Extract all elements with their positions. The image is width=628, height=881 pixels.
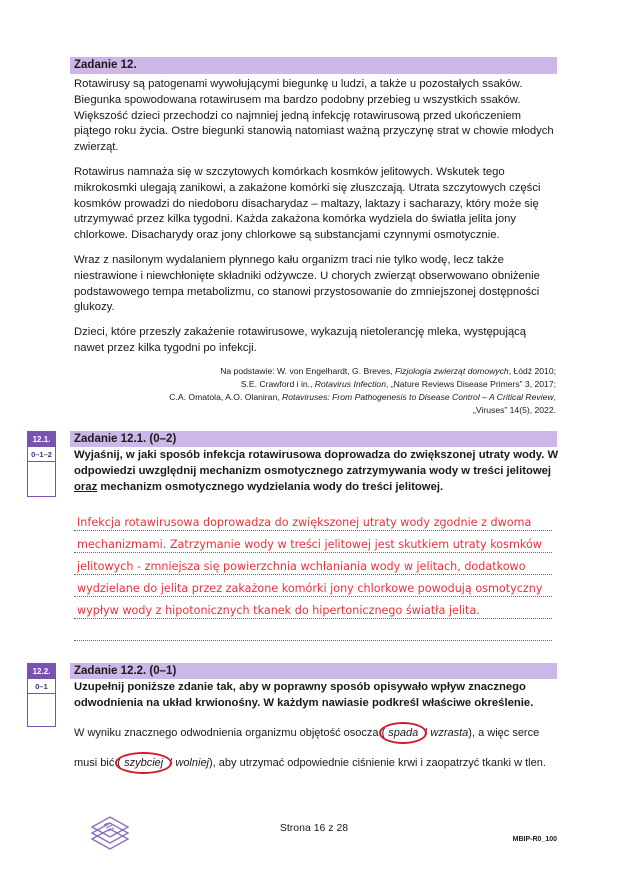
source-citation — [86, 365, 556, 417]
task-number-badge: 12.2. — [28, 664, 55, 679]
answer-line — [74, 619, 552, 641]
source-line: „Viruses” 14(5), 2022. — [473, 405, 556, 415]
handwritten-answer[interactable]: Infekcja rotawirusowa doprowadza do zwiększonej utraty wody zgodnie z dwoma mechanizmami. Zatrzymanie wody w treści jelitowej jest skutkiem utraty kosmków jelitowych - zmniejsza się powierzchnia wchłaniania wody w jelitach, dodatkowo wydzielane do jelita przez zakażone komórki jony chlorkowe powodują osmotyczny wypływ wody z hipotonicznych tkanek do hipertonicznego światła jelita. — [77, 516, 543, 617]
score-box-12-2 — [27, 663, 56, 727]
points-label: 0–1 — [28, 679, 55, 694]
option-wolniej[interactable]: wolniej — [175, 757, 210, 769]
task-12-1-question: Wyjaśnij, w jaki sposób infekcja rotawirusowa doprowadza do zwiększonej utraty wody. W odpowiedzi uwzględnij mechanizm osmotycznego zatrzymywania wody w treści jelitowej oraz mechanizm osmotycznego wydzielania wody do treści jelitowej. — [74, 449, 559, 493]
intro-paragraph: Wraz z nasilonym wydalaniem płynnego kału organizm traci nie tylko wodę, lecz także niestrawione i niewchłonięte składniki odżywcze. U chorych zwierząt obserwowano obniżenie podstawowego tempa metabolizmu, co stanowi przystosowanie do zmniejszonej dostępności glukozy. — [74, 253, 540, 314]
option-wzrasta[interactable]: wzrasta — [430, 727, 469, 739]
intro-paragraph: Rotawirus namnaża się w szczytowych komórkach kosmków jelitowych. Wskutek tego mikrokosmki ulegają zanikowi, a zakażone komórki się złuszczają. Utrata szczytowych części kosmków prowadzi do niedoboru disacharydaz – maltazy, laktazy i sacharazy, który może się utrzymywać przez kilka tygodni. Każda zakażona komórka wydziela do światła jelita jony chlorkowe. Disacharydy oraz jony chlorkowe są substancjami czynnymi osmotycznie. — [74, 165, 541, 242]
task-12-title: Zadanie 12. — [70, 57, 557, 74]
source-line: S.E. Crawford i in., Rotavirus Infection, „Nature Reviews Disease Primers” 3, 2017; — [240, 379, 556, 389]
page-number: Strona 16 z 28 — [279, 822, 349, 834]
task-12-intro — [74, 77, 558, 366]
points-label: 0–1–2 — [28, 447, 55, 462]
task-12-2-title: Zadanie 12.2. (0–1) — [70, 663, 557, 679]
source-line: Na podstawie: W. von Engelhardt, G. Breves, Fizjologia zwierząt domowych, Łódź 2010; — [220, 366, 556, 376]
score-field[interactable] — [28, 462, 55, 496]
exam-code: MBIP-R0_100 — [512, 836, 557, 843]
task-12-1-title: Zadanie 12.1. (0–2) — [70, 431, 557, 447]
fill-in-sentence: W wyniku znacznego odwodnienia organizmu objętość osocza ( spada / wzrasta), a więc serce musi bić ( szybciej / wolniej), aby utrzymać odpowiednie ciśnienie krwi i zaopatrzyć tkanki w tlen. — [74, 718, 564, 778]
score-field[interactable] — [28, 694, 55, 726]
option-spada-circled[interactable]: spada — [385, 718, 421, 748]
option-szybciej-circled[interactable]: szybciej — [121, 748, 166, 778]
source-line: C.A. Omatola, A.O. Olaniran, Rotaviruses: From Pathogenesis to Disease Control – A Critical Review, — [169, 392, 556, 402]
intro-paragraph: Rotawirusy są patogenami wywołującymi biegunkę u ludzi, a także u pozostałych ssaków. Biegunka spowodowana rotawirusem ma bardzo podobny przebieg u wszystkich ssaków. Większość dzieci przechodzi co najmniej jedną infekcję rotawirusową przed ukończeniem piątego roku życia. Ostre biegunki stanowią natomiast ważną przyczynę strat w chowie młodych zwierząt. — [74, 78, 554, 154]
task-12-2-question: Uzupełnij poniższe zdanie tak, aby w poprawny sposób opisywało wpływ znacznego odwodnienia na układ krwionośny. W każdym nawiasie podkreśl właściwe określenie. — [74, 681, 534, 709]
intro-paragraph: Dzieci, które przeszły zakażenie rotawirusowe, wykazują nietolerancję mleka, występującą nawet przez kilka tygodni po infekcji. — [74, 326, 527, 354]
score-box-12-1 — [27, 431, 56, 497]
task-number-badge: 12.1. — [28, 432, 55, 447]
